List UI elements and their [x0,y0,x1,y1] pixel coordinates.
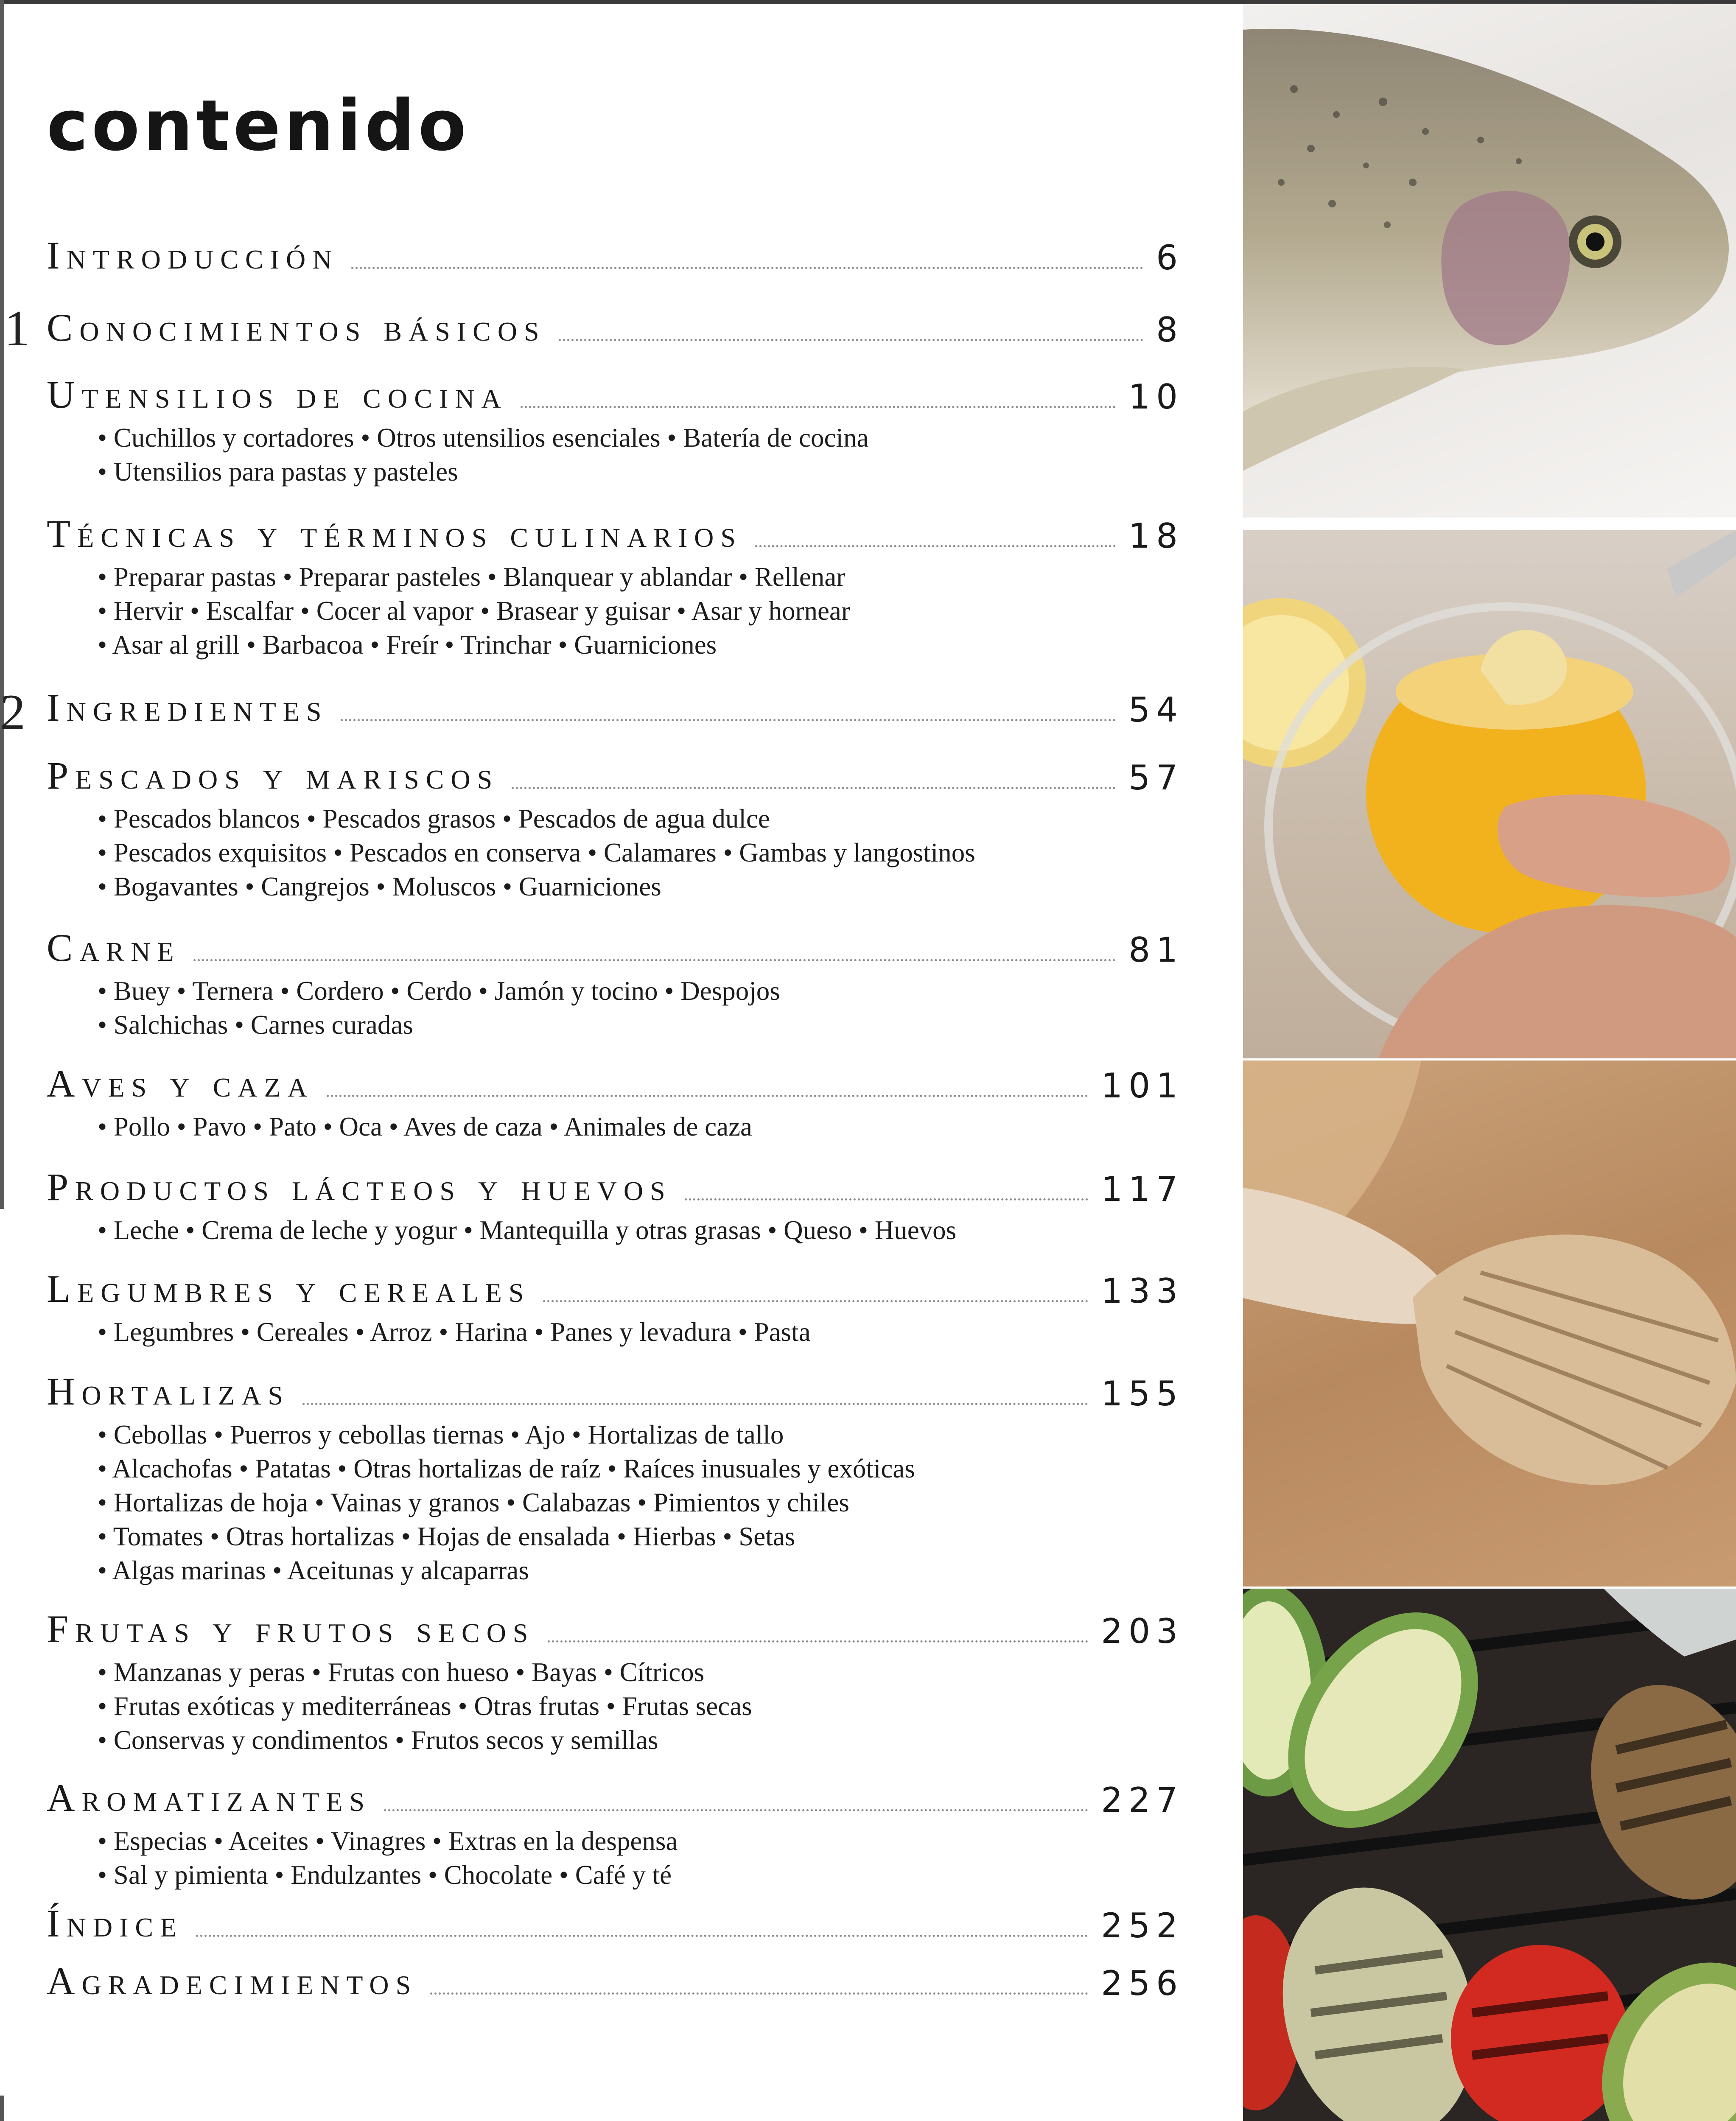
toc-entry-page: 155 [1101,1374,1184,1413]
toc-entry-legumbres-y-cereales[interactable] [47,1266,1184,1349]
toc-entry-title: Introducción [47,234,339,277]
toc-entry-page: 101 [1101,1066,1184,1105]
toc-entry-tecnicas-y-terminos[interactable] [47,511,1184,662]
subtopic-line: • Hortalizas de hoja • Vainas y granos • Calabazas • Pimientos y chiles [98,1488,849,1517]
toc-entry-title: Hortalizas [47,1370,290,1413]
leader-dots [512,787,1116,789]
toc-subtopics [98,1824,1184,1892]
toc-entry-title: Ingredientes [47,686,328,729]
subtopic-line: • Tomates • Otras hortalizas • Hojas de ensalada • Hierbas • Setas [98,1522,795,1551]
toc-entry-title: Conocimientos básicos [47,306,546,349]
subtopic-line: • Leche • Crema de leche y yogur • Mantequilla y otras grasas • Queso • Huevos [98,1215,957,1245]
subtopic-line: • Pescados exquisitos • Pescados en conserva • Calamares • Gambas y langostinos [98,838,975,867]
leader-dots [196,1935,1088,1937]
subtopic-line: • Alcachofas • Patatas • Otras hortalizas de raíz • Raíces inusuales y exóticas [98,1454,915,1483]
subtopic-line: • Especias • Aceites • Vinagres • Extras en la despensa [98,1826,678,1856]
subtopic-line: • Utensilios para pastas y pasteles [98,457,458,487]
leader-dots [548,1640,1089,1643]
leader-dots [327,1095,1089,1097]
leader-dots [755,545,1116,547]
chapter-number-1: 1 [4,300,30,356]
subtopic-line: • Preparar pastas • Preparar pasteles • Blanquear y ablandar • Rellenar [98,562,846,592]
lemon-photo [1243,530,1736,1058]
toc-entry-title: Aromatizantes [47,1776,372,1819]
toc-entry-page: 54 [1128,690,1184,730]
leader-dots [193,959,1116,961]
toc-entry-introduccion[interactable] [47,232,1184,275]
grilled-vegetables-photo [1243,1589,1736,2121]
leader-dots [302,1403,1088,1405]
subtopic-line: • Cebollas • Puerros y cebollas tiernas • Ajo • Hortalizas de tallo [98,1420,784,1449]
toc-subtopics [98,1655,1184,1757]
toc-entry-title: Utensilios de cocina [47,373,508,416]
toc-entry-title: Pescados y mariscos [47,754,499,797]
toc-entry-page: 6 [1156,238,1184,277]
leader-dots [341,719,1116,721]
toc-entry-page: 81 [1128,930,1184,970]
subtopic-line: • Pescados blancos • Pescados grasos • Pescados de agua dulce [98,804,770,834]
toc-entry-ingredientes[interactable] [47,685,1184,730]
toc-entry-title: Productos lácteos y huevos [47,1165,672,1209]
subtopic-line: • Salchichas • Carnes curadas [98,1010,413,1040]
leader-dots [521,406,1116,408]
toc-entry-page: 227 [1101,1780,1184,1820]
toc-entry-hortalizas[interactable] [47,1368,1184,1587]
toc-entry-page: 57 [1128,758,1184,797]
toc-entry-page: 252 [1101,1906,1184,1945]
toc-entry-conocimientos-basicos[interactable] [47,305,1184,350]
toc-entry-agradecimientos[interactable] [47,1958,1184,2001]
toc-entry-aromatizantes[interactable] [47,1775,1184,1892]
toc-entry-page: 117 [1101,1170,1184,1209]
toc-entry-page: 133 [1101,1271,1184,1311]
toc-entry-page: 8 [1156,310,1184,350]
photo-column [1243,4,1736,2121]
toc-entry-carne[interactable] [47,925,1184,1042]
subtopic-line: • Buey • Ternera • Cordero • Cerdo • Jamón y tocino • Despojos [98,976,780,1006]
citrus-reamer-photo [1243,1060,1736,1587]
toc-subtopics [98,1315,1184,1349]
subtopic-line: • Legumbres • Cereales • Arroz • Harina • Panes y levadura • Pasta [98,1317,811,1347]
trout-photo [1243,4,1736,518]
leader-dots [384,1809,1088,1811]
toc-entry-frutas-y-frutos-secos[interactable] [47,1606,1184,1757]
toc-entry-title: Índice [47,1902,184,1945]
toc-entry-page: 10 [1128,377,1184,417]
subtopic-line: • Frutas exóticas y mediterráneas • Otras frutas • Frutas secas [98,1691,752,1721]
toc-entry-page: 256 [1101,1964,1184,2003]
toc-entry-title: Agradecimientos [47,1959,418,2003]
toc-subtopics [98,560,1184,662]
toc-entry-pescados-y-mariscos[interactable] [47,753,1184,904]
toc-entry-title: Legumbres y cereales [47,1267,531,1310]
toc-entry-title: Carne [47,926,181,969]
toc-entry-productos-lacteos[interactable] [47,1164,1184,1247]
subtopic-line: • Conservas y condimentos • Frutos secos y semillas [98,1725,658,1755]
toc-subtopics [98,802,1184,904]
toc-subtopics [98,421,1184,489]
chapter-number-2: 2 [0,684,25,740]
leader-dots [559,339,1143,341]
toc-entry-utensilios-de-cocina[interactable] [47,372,1184,489]
toc-subtopics [98,974,1184,1042]
toc-subtopics [98,1213,1184,1247]
toc-subtopics [98,1110,1184,1144]
toc-entry-title: Frutas y frutos secos [47,1607,535,1651]
page-title: contenido [47,85,470,166]
subtopic-line: • Cuchillos y cortadores • Otros utensilios esenciales • Batería de cocina [98,423,869,453]
toc-entry-indice[interactable] [47,1900,1184,1943]
subtopic-line: • Sal y pimienta • Endulzantes • Chocolate • Café y té [98,1860,672,1890]
toc-subtopics [98,1418,1184,1587]
toc-entry-page: 203 [1101,1612,1184,1651]
subtopic-line: • Algas marinas • Aceitunas y alcaparras [98,1556,529,1585]
leader-dots [430,1992,1088,1995]
toc-entry-title: Técnicas y términos culinarios [47,512,742,555]
subtopic-line: • Pollo • Pavo • Pato • Oca • Aves de caza • Animales de caza [98,1112,752,1142]
toc-entry-title: Aves y caza [47,1062,314,1105]
subtopic-line: • Hervir • Escalfar • Cocer al vapor • Brasear y guisar • Asar y hornear [98,596,850,626]
subtopic-line: • Asar al grill • Barbacoa • Freír • Trinchar • Guarniciones [98,630,717,660]
leader-dots [685,1198,1089,1200]
leader-dots [351,267,1143,269]
toc-entry-page: 18 [1128,516,1184,556]
leader-dots [543,1300,1088,1302]
toc-entry-aves-y-caza[interactable] [47,1060,1184,1144]
subtopic-line: • Manzanas y peras • Frutas con hueso • Bayas • Cítricos [98,1657,705,1687]
subtopic-line: • Bogavantes • Cangrejos • Moluscos • Guarniciones [98,872,661,901]
